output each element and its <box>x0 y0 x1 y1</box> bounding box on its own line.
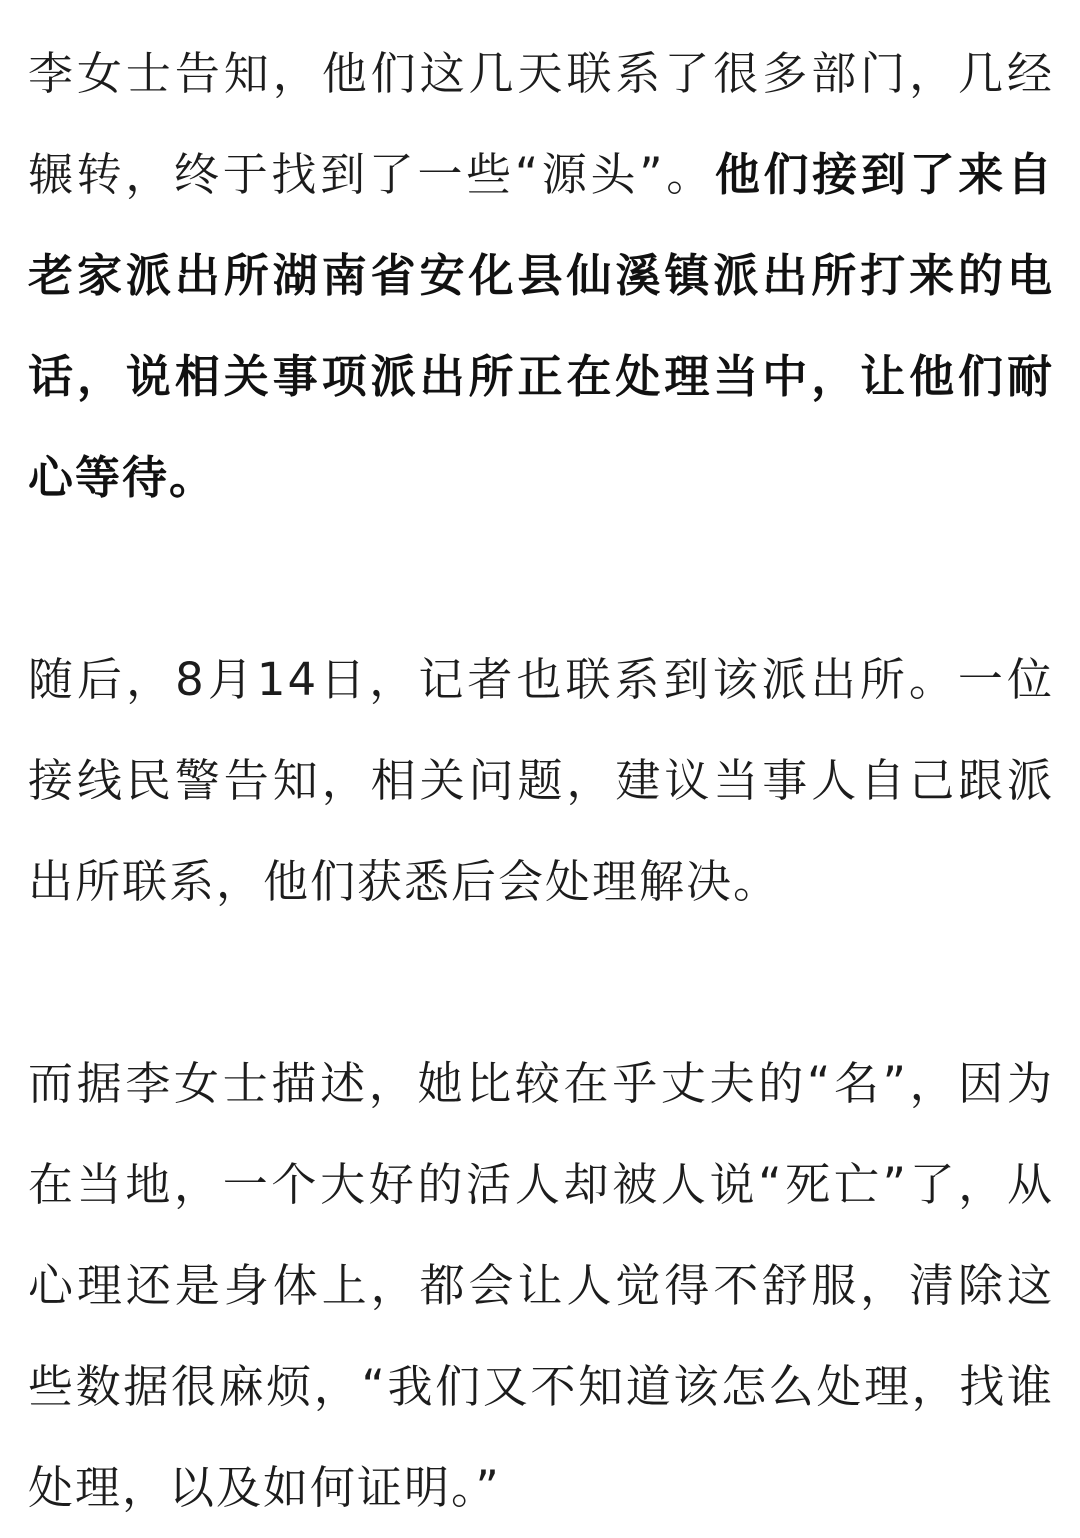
paragraph-2-text: 随后，8月14日，记者也联系到该派出所。一位接线民警告知，相关问题，建议当事人自己跟派出所联系，他们获悉后会处理解决。 <box>28 653 1054 908</box>
paragraph-2 <box>28 629 1054 932</box>
paragraph-1 <box>28 23 1054 528</box>
paragraph-3 <box>28 1033 1054 1538</box>
paragraph-1-bold-quote: 他们接到了来自老家派出所湖南省安化县仙溪镇派出所打来的电话，说相关事项派出所正在处理当中，让他们耐心等待。 <box>28 148 1054 504</box>
paragraph-3-text: 而据李女士描述，她比较在乎丈夫的“名”，因为在当地，一个大好的活人却被人说“死亡”了，从心理还是身体上，都会让人觉得不舒服，清除这些数据很麻烦，“我们又不知道该怎么处理，找谁处理，以及如何证明。” <box>28 1057 1054 1514</box>
paragraph-1-intro: 李女士告知，他们这几天联系了很多部门，几经辗转，终于找到了一些“源头”。 <box>28 47 1054 201</box>
